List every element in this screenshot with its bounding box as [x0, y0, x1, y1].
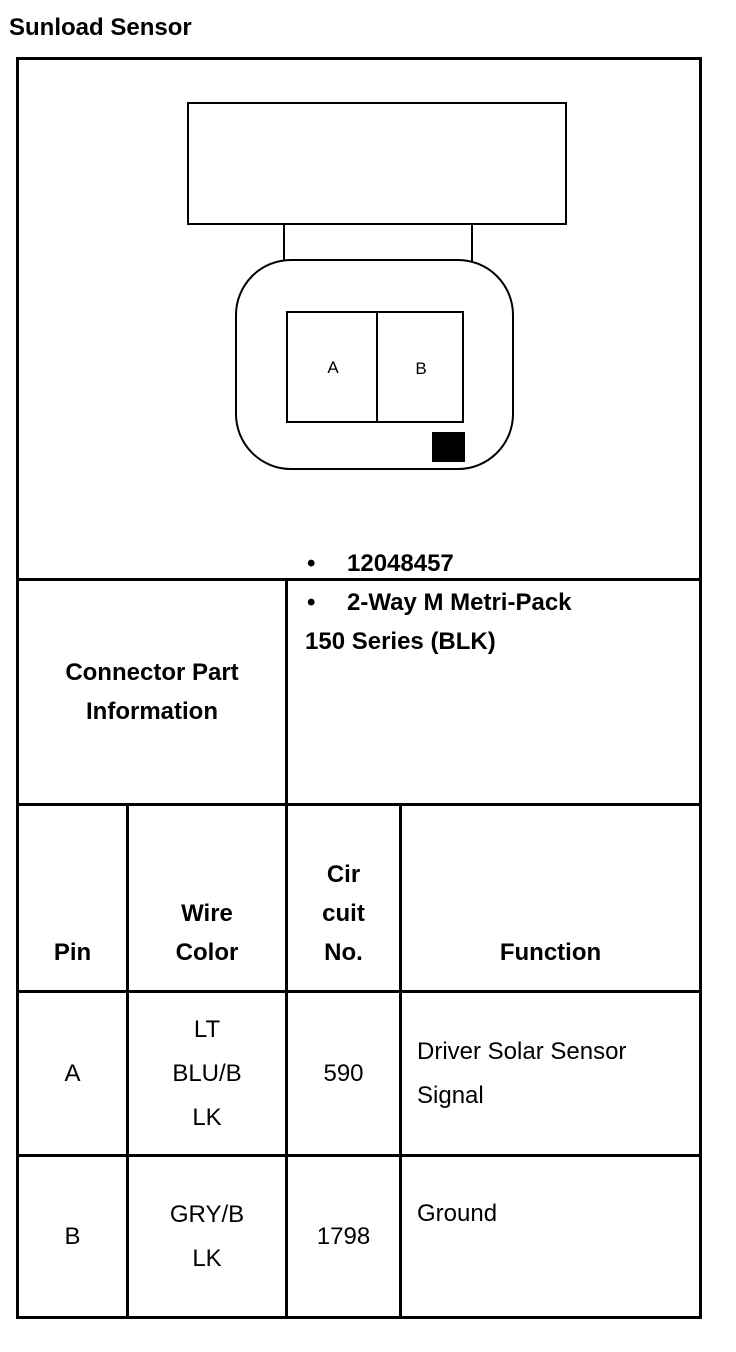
header-wire-color-line2: Color [175, 939, 239, 966]
row-a-circuit: 590 [323, 1060, 364, 1087]
row-b-wire-line2: LK [192, 1244, 222, 1272]
header-circuit [288, 806, 399, 990]
border-bottom [16, 1316, 702, 1319]
bullet-icon: • [307, 550, 316, 577]
description-item-cont [305, 622, 572, 661]
table-row-a-circuit [288, 993, 399, 1154]
row-b-circuit: 1798 [316, 1223, 371, 1250]
row-b-wire-line1: GRY/B [169, 1200, 245, 1228]
header-function [402, 806, 699, 990]
description-item [288, 583, 572, 622]
header-wire-color [129, 806, 285, 990]
header-pin [19, 806, 126, 990]
table-row-b-wire-color [129, 1157, 285, 1316]
table-row-a-wire-color [129, 993, 285, 1154]
part-info-label [19, 581, 285, 803]
table-row-b-function [417, 1157, 697, 1271]
header-wire-color-line1: Wire [181, 900, 233, 927]
header-circuit-line3: No. [324, 939, 363, 966]
row-a-pin: A [64, 1060, 81, 1087]
row-b-function-line1: Ground [417, 1200, 498, 1227]
connector-table [16, 57, 702, 1319]
bullet-icon: • [307, 589, 316, 616]
pin-label-b: B [415, 359, 427, 378]
pin-label-a: A [327, 358, 339, 377]
part-info-label-line1: Connector Part [65, 659, 239, 686]
part-number-item [288, 544, 572, 583]
row-a-wire-line3: LK [192, 1103, 222, 1131]
part-number: 12048457 [347, 550, 454, 577]
row-a-wire-line2: BLU/B [172, 1059, 242, 1087]
row-b-pin: B [64, 1223, 81, 1250]
page-title: Sunload Sensor [9, 14, 192, 41]
connector-face [236, 260, 513, 469]
header-circuit-line1: Cir [326, 861, 361, 888]
row-a-function-line2: Signal [417, 1081, 484, 1109]
header-pin-text: Pin [53, 939, 92, 966]
row-a-wire-line1: LT [193, 1015, 221, 1043]
header-function-text: Function [499, 939, 602, 966]
part-info-details [288, 544, 572, 661]
part-info-label-line2: Information [86, 698, 218, 725]
connector-diagram [16, 57, 702, 580]
table-row-a-pin [19, 993, 126, 1154]
description-line1: 2-Way M Metri-Pack [347, 589, 572, 616]
table-row-b-pin [19, 1157, 126, 1316]
header-circuit-line2: cuit [322, 900, 365, 927]
description-line2: 150 Series (BLK) [305, 628, 496, 655]
connector-housing [188, 103, 566, 224]
table-row-b-circuit [288, 1157, 399, 1316]
connector-key-mark [432, 432, 465, 462]
table-row-a-function [417, 993, 697, 1154]
row-a-function-line1: Driver Solar Sensor [417, 1037, 627, 1065]
